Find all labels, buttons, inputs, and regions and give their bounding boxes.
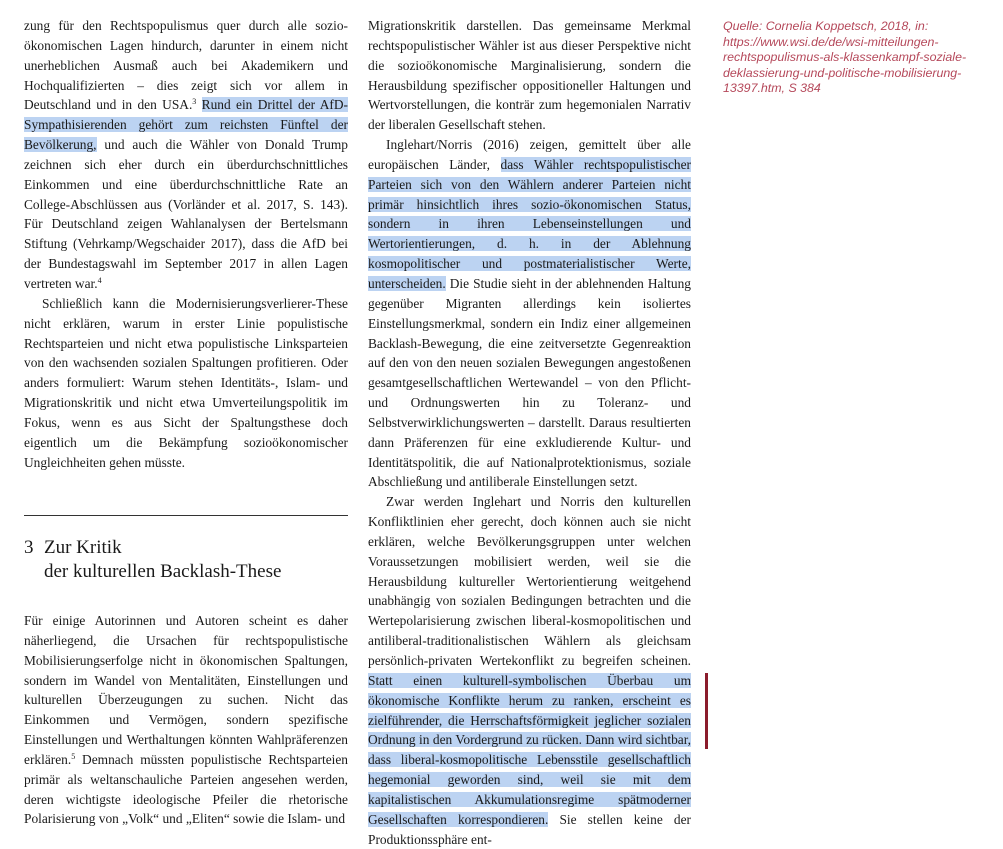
highlighted-text[interactable]: Statt einen kulturell-symbolischen Überbau um ökonomische Konflikte herum zu ranken, erscheint es zielführender, die Herrschaftsförmigkeit jeglicher sozialen Ordnung in den Vordergrund zu rücken. Dann wird sichtbar, dass liberal-kosmopolitische Lebensstile gesellschaftlich hegemonial geworden sind, weil sie mit dem kapitalistischen Akkumulationsregime spätmoderner Gesellschaften korrespondieren. [368,672,691,827]
heading-line-1 [24,536,354,560]
paragraph-2: Schließlich kann die Modernisierungsverlierer-These nicht erklären, warum in erster Linie populistische Rechtsparteien und nicht etwa populistische Linksparteien von den wachsenden sozialen Spaltungen profitieren. Oder anders formuliert: Warum stehen Identitäts-, Islam- und Migrationskritik und nicht etwa Umverteilungspolitik im Fokus, wenn es aus Sicht der Spaltungsthese doch eigentlich um die Bekämpfung sozioökonomischer Ungleichheiten gehen müsste. [24,295,348,470]
paragraph-3 [24,611,348,829]
heading-line-2: der kulturellen Backlash-These [44,561,282,582]
margin-marker [705,673,708,749]
section-divider [24,515,348,516]
paragraph-6 [368,492,691,849]
paragraph-text: Sie stellen keine der Produktionssphäre ent- [368,811,691,847]
left-column [24,16,348,472]
section-number: 3 [24,537,34,558]
section-heading [24,536,354,584]
paragraph-4: Migrationskritik darstellen. Das gemeinsame Merkmal rechtspopulistischer Wähler ist aus dieser Perspektive nicht die sozioökonomische Marginalisierung, sondern die Herausbildung spezifischer oppositioneller Haltungen und Wertvorstellungen, die konträr zum hegemonialen Narrativ der liberalen Gesellschaft stehen. [368,18,691,133]
footnote-4[interactable]: 4 [97,275,102,285]
paragraph-text: Inglehart/Norris (2016) zeigen, gemittelt über alle europäischen Länder, [368,137,691,172]
paragraph-1 [24,16,348,294]
highlighted-text[interactable]: Rund ein Drittel der AfD-Sympathisierenden gehört zum reichsten Fünftel der Bevölkerung, [24,97,348,153]
heading-title: Zur Kritik [44,537,122,558]
source-annotation[interactable]: Quelle: Cornelia Koppetsch, 2018, in: https://www.wsi.de/de/wsi-mitteilungen-rechtspopulismus-als-klassenkampf-soziale-deklassierung-und-politische-mobilisierung-13397.htm, S 384 [723,19,967,95]
paragraph-text: zung für den Rechtspopulismus quer durch alle sozio-ökonomischen Lagen hindurch, darunter in einem nicht unerheblichen Ausmaß auch bei Akademikern und Hochqualifizierten – dies zeigt sich vor allem in Deutschland und in den USA. [24,18,348,113]
footnote-3[interactable]: 3 [192,97,197,107]
right-column [368,16,691,849]
highlighted-text[interactable]: dass Wähler rechtspopulistischer Parteien sich von den Wählern anderer Parteien nicht primär hinsichtlich ihres sozio-ökonomischen Status, sondern in ihren Lebenseinstellungen und Wertorientierungen, d. h. in der Ablehnung kosmopolitischer und postmaterialistischer Werte, unterscheiden. [368,156,691,291]
paragraph-text: Für einige Autorinnen und Autoren scheint es daher näherliegend, die Ursachen für rechtspopulistische Mobilisierungserfolge nicht in ökonomischen Spaltungen, sondern im Wandel von Mentalitäten, Einstellungen und kulturellen Überzeugungen zu suchen. Nicht das Einkommen und Vermögen, sondern spezifische Einstellungen und Werthaltungen könnten Wahlpräferenzen erklären. [24,613,348,767]
footnote-5[interactable]: 5 [71,751,76,761]
paragraph-text: Zwar werden Inglehart und Norris den kulturellen Konfliktlinien eher gerecht, doch können auch sie nicht erklären, welche Bevölkerungsgruppen unter welchen Voraussetzungen mobilisiert werden, weil sie die Herausbildung kultureller Wertorientierung weitgehend unabhängig von sozialen Bedingungen betrachten und die Wertepolarisierung zwischen liberal-kosmopolitischen und antiliberal-traditionalistischen Wählern als gleichsam persönlich-privaten Wertekonflikt zu begreifen scheinen. [368,494,691,668]
paragraph-text: und auch die Wähler von Donald Trump zeichnen sich eher durch ein überdurchschnittliches Einkommen und eine überdurchschnittliche Rate an College-Abschlüssen aus (Vorländer et al. 2017, S. 143). Für Deutschland zeigen Wahlanalysen der Bertelsmann Stiftung (Vehrkamp/Wegschaider 2017), dass die AfD bei der Bundestagswahl im September 2017 in allen Lagen vertreten war. [24,137,348,291]
paragraph-text: Die Studie sieht in der ablehnenden Haltung gegenüber Migranten allerdings kein isoliertes Einstellungsmerkmal, sondern ein Indiz einer allgemeinen Backlash-Bewegung, die eine zeitversetzte Gegenreaktion auf den von den neuen sozialen Bewegungen angestoßenen gesamtgesellschaftlichen Wertewandel – von den Pflicht- und Ordnungswerten hin zu Toleranz- und Selbstverwirklichungswerten – darstellt. Daraus resultierten dann Präferenzen für eine exkludierende Kultur- und Identitätspolitik, die auf Nationalprotektionismus, soziale Abschließung und antiliberale Einstellungen setzt. [368,275,691,490]
paragraph-5 [368,135,691,492]
paragraph-text: Demnach müssten populistische Rechtsparteien primär als weltanschauliche Parteien angesehen werden, deren wichtigste ideologische Pfeiler die rhetorische Polarisierung von „Volk“ und „Eliten“ sowie die Islam- und [24,751,348,827]
left-column-lower [24,611,348,829]
